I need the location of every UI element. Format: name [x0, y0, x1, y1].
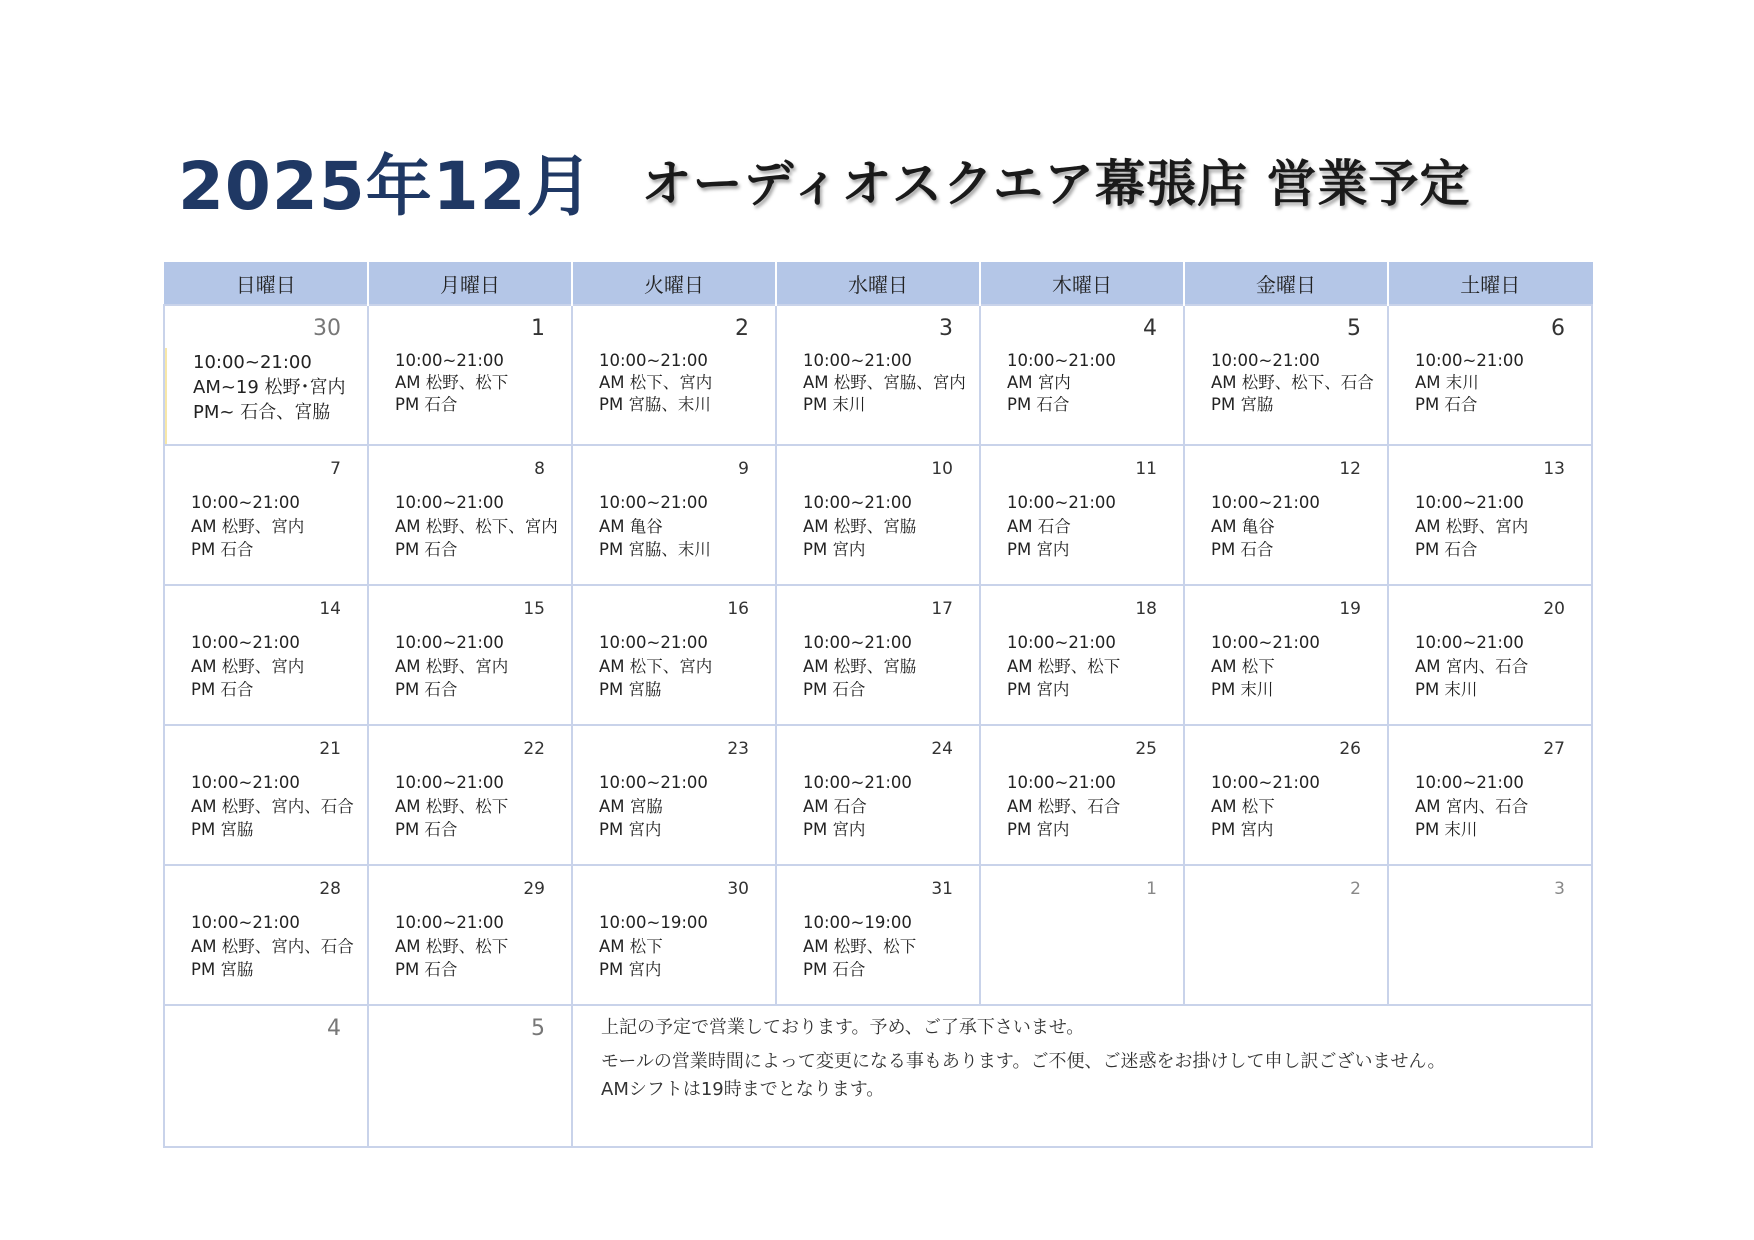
- pm-shift: PM 石合: [803, 680, 866, 699]
- calendar-day-cell: [572, 445, 776, 585]
- pm-shift: PM 宮内: [599, 820, 662, 839]
- business-hours: 10:00~21:00: [599, 493, 708, 512]
- calendar-day-cell: [164, 305, 368, 445]
- pm-shift: PM 石合: [395, 960, 458, 979]
- notes-text: [601, 1014, 1446, 1104]
- title-store-schedule: オーディオスクエア幕張店 営業予定: [641, 155, 1471, 213]
- day-number: 26: [1339, 739, 1361, 759]
- business-hours: 10:00~21:00: [395, 913, 504, 932]
- am-shift: AM 宮脇: [599, 796, 663, 816]
- day-number: 9: [738, 459, 749, 479]
- am-shift: AM 松野、宮内: [395, 656, 509, 676]
- calendar-day-cell: [776, 725, 980, 865]
- day-number: 11: [1135, 459, 1157, 479]
- business-hours: 10:00~21:00: [803, 493, 912, 512]
- weekday-thursday: 木曜日: [980, 262, 1184, 305]
- day-number: 14: [319, 599, 341, 619]
- am-shift: AM 松下、宮内: [599, 373, 713, 392]
- day-number: 30: [727, 879, 749, 899]
- shift-info: [1211, 631, 1320, 702]
- calendar-day-cell: [368, 585, 572, 725]
- shift-info: [191, 911, 354, 982]
- am-shift: AM 松野、松下: [803, 936, 917, 956]
- am-shift: AM 松野、宮内、石合: [191, 936, 354, 956]
- day-number: 25: [1135, 739, 1157, 759]
- calendar-day-cell: [776, 305, 980, 445]
- pm-shift: PM 末川: [1415, 820, 1478, 839]
- am-shift: AM 松野、宮脇、宮内: [803, 373, 966, 392]
- shift-info: [1211, 491, 1320, 562]
- pm-shift: PM 石合: [395, 820, 458, 839]
- pm-shift: PM 宮内: [1007, 820, 1070, 839]
- calendar-week-5: [164, 865, 1592, 1005]
- calendar-day-cell: [368, 865, 572, 1005]
- pm-shift: PM 石合: [1211, 540, 1274, 559]
- calendar-day-cell: [980, 305, 1184, 445]
- business-hours: 10:00~21:00: [803, 633, 912, 652]
- note-line: 上記の予定で営業しております。予め、ご了承下さいませ。: [601, 1017, 1085, 1038]
- shift-info: [803, 771, 912, 842]
- calendar-table: [163, 262, 1593, 1148]
- shift-info: [191, 771, 354, 842]
- shift-info: [1007, 350, 1116, 416]
- pm-shift: PM 宮内: [803, 540, 866, 559]
- day-number: 2: [735, 316, 749, 341]
- calendar-day-cell: [368, 445, 572, 585]
- pm-shift: PM 石合: [191, 680, 254, 699]
- day-number: 5: [531, 1016, 545, 1041]
- shift-info: [803, 911, 916, 982]
- am-shift: AM 末川: [1415, 373, 1479, 392]
- pm-shift: PM 宮脇: [191, 820, 254, 839]
- calendar-day-cell: [164, 725, 368, 865]
- business-hours: 10:00~21:00: [1007, 633, 1116, 652]
- note-line: モールの営業時間によって変更になる事もあります。ご不便、ご迷惑をお掛けして申し訳ございません。: [601, 1051, 1446, 1072]
- shift-info: [1211, 350, 1374, 416]
- day-number: 27: [1543, 739, 1565, 759]
- notes-cell: [572, 1005, 1592, 1147]
- business-hours: 10:00~21:00: [599, 773, 708, 792]
- am-shift: AM 松野、松下: [395, 936, 509, 956]
- am-shift: AM 宮内、石合: [1415, 796, 1529, 816]
- weekday-sunday: 日曜日: [164, 262, 368, 305]
- calendar-day-cell: [1388, 305, 1592, 445]
- shift-info: [191, 491, 304, 562]
- am-shift: AM 松野、松下: [395, 373, 509, 392]
- shift-info: [193, 350, 346, 425]
- shift-info: [1007, 631, 1120, 702]
- business-hours: 10:00~21:00: [1415, 633, 1524, 652]
- weekday-saturday: 土曜日: [1388, 262, 1592, 305]
- day-number: 1: [531, 316, 545, 341]
- shift-info: [599, 631, 712, 702]
- business-hours: 10:00~21:00: [1211, 633, 1320, 652]
- business-hours: 10:00~21:00: [1415, 773, 1524, 792]
- business-hours: 10:00~21:00: [1007, 351, 1116, 370]
- am-shift: AM 松野、宮内、石合: [191, 796, 354, 816]
- calendar-day-cell: [572, 585, 776, 725]
- day-number: 18: [1135, 599, 1157, 619]
- business-hours: 10:00~21:00: [395, 773, 504, 792]
- calendar-day-cell: [572, 725, 776, 865]
- shift-info: [395, 350, 508, 416]
- calendar-day-cell: [776, 585, 980, 725]
- pm-shift: PM 宮脇: [191, 960, 254, 979]
- shift-info: [395, 911, 508, 982]
- calendar-day-cell: [164, 445, 368, 585]
- calendar-day-cell: [776, 445, 980, 585]
- pm-shift: PM 宮脇: [599, 680, 662, 699]
- shift-info: [599, 350, 712, 416]
- shift-info: [803, 491, 916, 562]
- calendar-day-cell: [980, 445, 1184, 585]
- weekday-monday: 月曜日: [368, 262, 572, 305]
- day-number: 15: [523, 599, 545, 619]
- day-number: 30: [313, 316, 341, 341]
- business-hours: 10:00~21:00: [395, 493, 504, 512]
- shift-info: [599, 491, 711, 562]
- am-shift: AM 松野、宮脇: [803, 516, 917, 536]
- pm-shift: PM 石合: [1415, 395, 1478, 414]
- business-hours: 10:00~21:00: [191, 773, 300, 792]
- am-shift: AM 松下、宮内: [599, 656, 713, 676]
- business-hours: 10:00~21:00: [803, 351, 912, 370]
- shift-info: [1415, 771, 1528, 842]
- weekday-header-row: [164, 262, 1592, 305]
- calendar-week-3: [164, 585, 1592, 725]
- business-hours: 10:00~21:00: [599, 633, 708, 652]
- am-shift: AM 石合: [1007, 516, 1071, 536]
- business-hours: 10:00~21:00: [1211, 351, 1320, 370]
- day-number: 23: [727, 739, 749, 759]
- shift-info: [395, 631, 508, 702]
- shift-info: [599, 771, 708, 842]
- shift-info: [1415, 350, 1524, 416]
- business-hours: 10:00~21:00: [1211, 493, 1320, 512]
- pm-shift: PM 石合: [395, 395, 458, 414]
- day-number: 5: [1347, 316, 1361, 341]
- business-hours: 10:00~21:00: [1007, 493, 1116, 512]
- calendar-day-cell: [1388, 725, 1592, 865]
- am-shift: AM 亀谷: [1211, 516, 1275, 536]
- am-shift: AM 松下: [599, 936, 663, 956]
- calendar-day-cell: [368, 725, 572, 865]
- pm-shift: PM 石合: [395, 680, 458, 699]
- pm-shift: PM 末川: [803, 395, 866, 414]
- pm-shift: PM 宮脇、末川: [599, 395, 711, 414]
- calendar-day-cell: [164, 1005, 368, 1147]
- calendar-day-cell: [572, 865, 776, 1005]
- business-hours: 10:00~21:00: [191, 493, 300, 512]
- am-shift: AM 亀谷: [599, 516, 663, 536]
- shift-info: [1007, 491, 1116, 562]
- day-number: 3: [1554, 879, 1565, 899]
- shift-info: [191, 631, 304, 702]
- calendar-day-cell: [1184, 725, 1388, 865]
- day-number: 13: [1543, 459, 1565, 479]
- calendar-day-cell: [164, 865, 368, 1005]
- pm-shift: PM 石合: [1415, 540, 1478, 559]
- am-shift: AM 松野、宮内: [191, 656, 305, 676]
- calendar-day-cell: [164, 585, 368, 725]
- business-hours: 10:00~21:00: [1007, 773, 1116, 792]
- calendar-day-cell: [980, 725, 1184, 865]
- day-number: 16: [727, 599, 749, 619]
- pm-shift: PM 末川: [1211, 680, 1274, 699]
- shift-info: [599, 911, 708, 982]
- pm-shift: PM 石合: [395, 540, 458, 559]
- day-number: 24: [931, 739, 953, 759]
- am-shift: AM 宮内、石合: [1415, 656, 1529, 676]
- am-shift: AM 松野、宮脇: [803, 656, 917, 676]
- business-hours: 10:00~21:00: [1211, 773, 1320, 792]
- day-number: 6: [1551, 316, 1565, 341]
- weekday-wednesday: 水曜日: [776, 262, 980, 305]
- am-shift: AM 松野、宮内: [191, 516, 305, 536]
- business-hours: 10:00~21:00: [191, 913, 300, 932]
- shift-info: [1415, 631, 1528, 702]
- weekday-friday: 金曜日: [1184, 262, 1388, 305]
- am-shift: AM 松野、宮内: [1415, 516, 1529, 536]
- business-hours: 10:00~19:00: [803, 913, 912, 932]
- page-title: [178, 140, 1471, 225]
- business-hours: 10:00~21:00: [193, 352, 312, 373]
- business-hours: 10:00~21:00: [803, 773, 912, 792]
- day-number: 7: [330, 459, 341, 479]
- am-shift: AM 松下: [1211, 656, 1275, 676]
- day-number: 22: [523, 739, 545, 759]
- calendar-day-cell: [1184, 305, 1388, 445]
- day-number: 19: [1339, 599, 1361, 619]
- business-hours: 10:00~19:00: [599, 913, 708, 932]
- shift-info: [1211, 771, 1320, 842]
- pm-shift: PM 末川: [1415, 680, 1478, 699]
- calendar-week-6: [164, 1005, 1592, 1147]
- shift-info: [395, 771, 508, 842]
- highlight-bar: [165, 348, 167, 444]
- shift-info: [803, 631, 916, 702]
- day-number: 31: [931, 879, 953, 899]
- pm-shift: PM 宮内: [803, 820, 866, 839]
- calendar-day-cell: [1388, 865, 1592, 1005]
- am-shift: AM 松野、松下、宮内: [395, 516, 558, 536]
- calendar-week-4: [164, 725, 1592, 865]
- day-number: 4: [327, 1016, 341, 1041]
- note-line: AMシフトは19時までとなります。: [601, 1079, 885, 1100]
- am-shift: AM 松下: [1211, 796, 1275, 816]
- calendar-day-cell: [1184, 865, 1388, 1005]
- calendar-week-2: [164, 445, 1592, 585]
- shift-info: [395, 491, 558, 562]
- pm-shift: PM 石合: [191, 540, 254, 559]
- day-number: 21: [319, 739, 341, 759]
- business-hours: 10:00~21:00: [1415, 493, 1524, 512]
- pm-shift: PM 宮内: [1007, 540, 1070, 559]
- day-number: 20: [1543, 599, 1565, 619]
- am-shift: AM 石合: [803, 796, 867, 816]
- shift-info: [1415, 491, 1528, 562]
- calendar-day-cell: [1184, 445, 1388, 585]
- calendar-day-cell: [1388, 445, 1592, 585]
- am-shift: AM 松野、松下: [395, 796, 509, 816]
- day-number: 17: [931, 599, 953, 619]
- pm-shift: PM 宮内: [599, 960, 662, 979]
- calendar-day-cell: [368, 305, 572, 445]
- day-number: 12: [1339, 459, 1361, 479]
- calendar-day-cell: [368, 1005, 572, 1147]
- calendar-day-cell: [776, 865, 980, 1005]
- calendar-day-cell: [572, 305, 776, 445]
- business-hours: 10:00~21:00: [395, 351, 504, 370]
- pm-shift: PM 宮脇、末川: [599, 540, 711, 559]
- day-number: 4: [1143, 316, 1157, 341]
- shift-info: [1007, 771, 1120, 842]
- pm-shift: PM 宮内: [1007, 680, 1070, 699]
- pm-shift: PM 宮内: [1211, 820, 1274, 839]
- weekday-tuesday: 火曜日: [572, 262, 776, 305]
- calendar-day-cell: [980, 865, 1184, 1005]
- business-hours: 10:00~21:00: [395, 633, 504, 652]
- title-month: 2025年12月: [178, 147, 594, 225]
- pm-shift: PM 宮脇: [1211, 395, 1274, 414]
- am-shift: AM 松野、松下: [1007, 656, 1121, 676]
- day-number: 28: [319, 879, 341, 899]
- am-shift: AM 宮内: [1007, 373, 1071, 392]
- day-number: 29: [523, 879, 545, 899]
- business-hours: 10:00~21:00: [191, 633, 300, 652]
- pm-shift: PM 石合: [803, 960, 866, 979]
- calendar-day-cell: [1388, 585, 1592, 725]
- shift-info: [803, 350, 966, 416]
- business-hours: 10:00~21:00: [1415, 351, 1524, 370]
- pm-shift: PM~ 石合、宮脇: [193, 402, 331, 423]
- calendar-week-1: [164, 305, 1592, 445]
- day-number: 10: [931, 459, 953, 479]
- am-shift: AM 松野、石合: [1007, 796, 1121, 816]
- calendar-day-cell: [1184, 585, 1388, 725]
- calendar-day-cell: [980, 585, 1184, 725]
- pm-shift: PM 石合: [1007, 395, 1070, 414]
- day-number: 2: [1350, 879, 1361, 899]
- business-hours: 10:00~21:00: [599, 351, 708, 370]
- day-number: 3: [939, 316, 953, 341]
- day-number: 1: [1146, 879, 1157, 899]
- am-shift: AM~19 松野･宮内: [193, 377, 346, 398]
- am-shift: AM 松野、松下、石合: [1211, 373, 1374, 392]
- day-number: 8: [534, 459, 545, 479]
